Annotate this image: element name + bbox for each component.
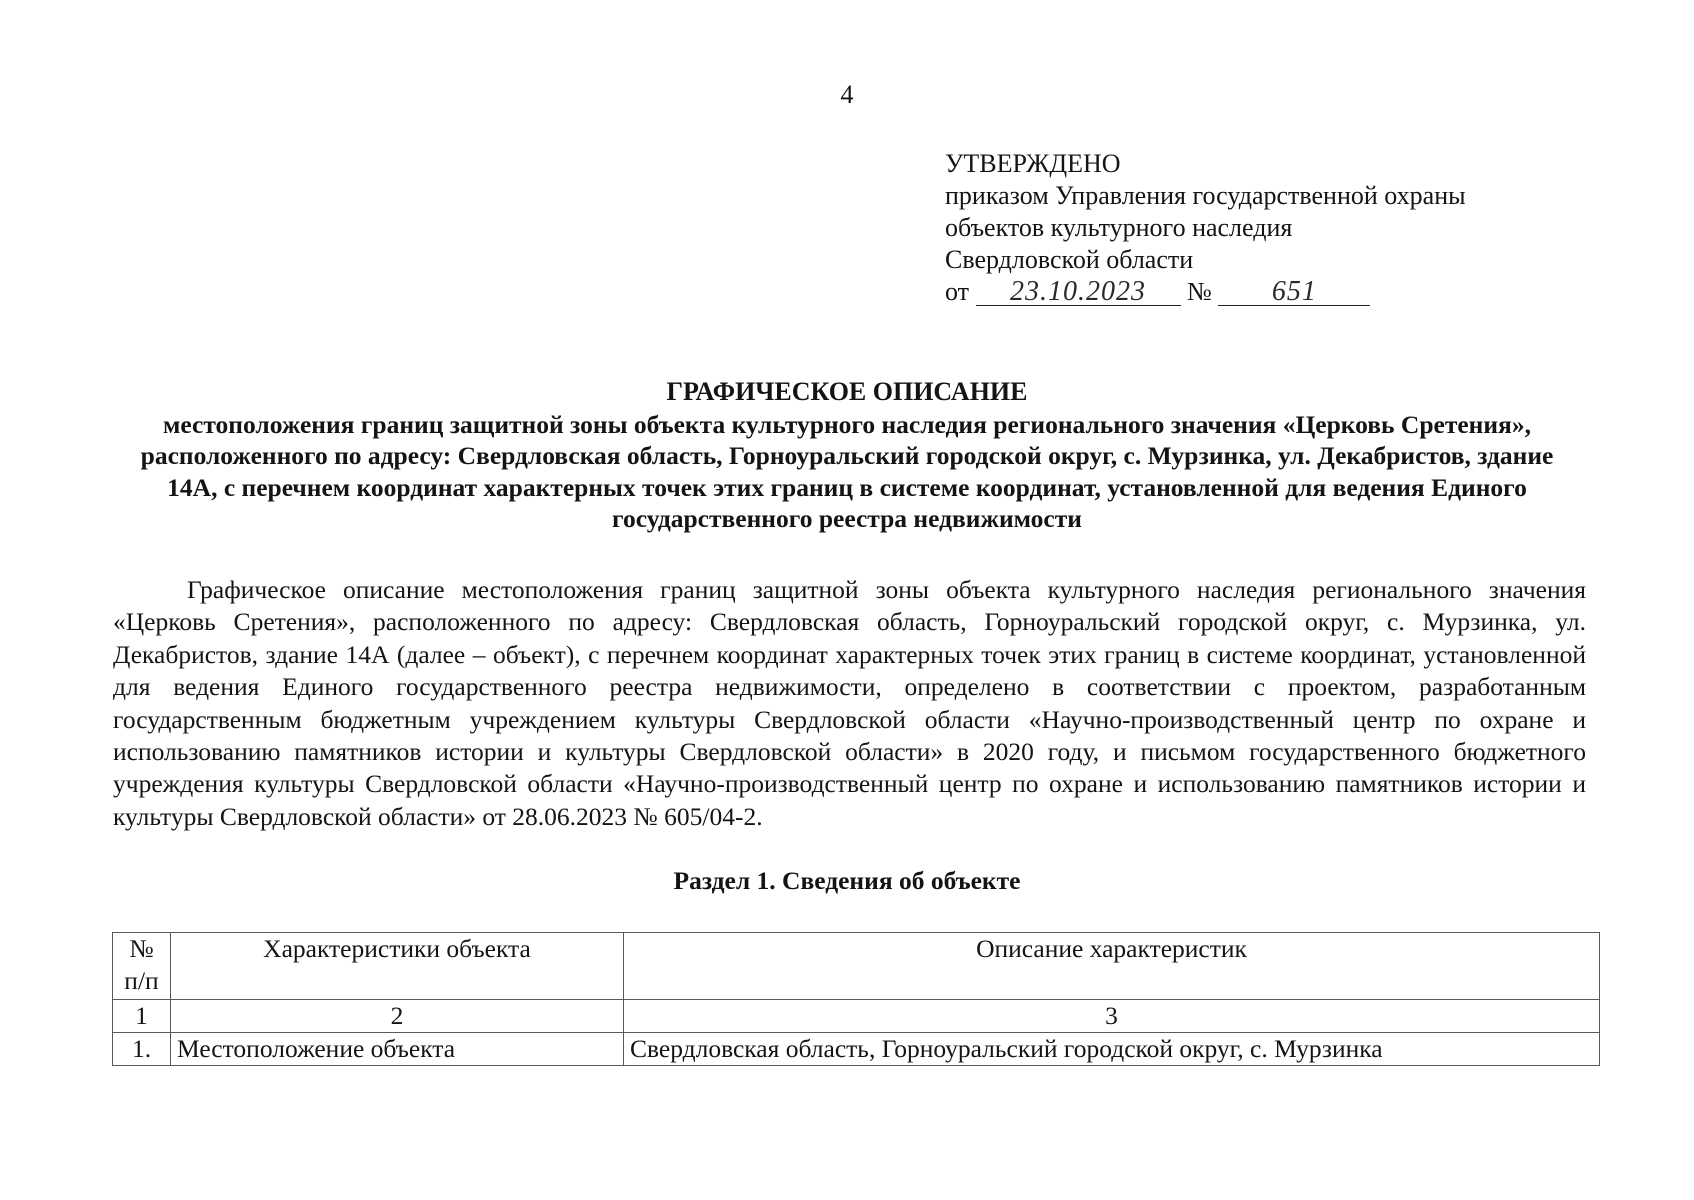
approval-line-3: Свердловской области (945, 245, 1194, 274)
index-cell-2: 2 (171, 1000, 624, 1033)
header-characteristic: Характеристики объекта (171, 933, 624, 1000)
approval-number-label: № (1187, 277, 1212, 306)
approval-stamp-block (945, 148, 1466, 308)
section-1-title: Раздел 1. Сведения об объекте (673, 866, 1021, 895)
header-description: Описание характеристик (624, 933, 1600, 1000)
approval-date-line (945, 276, 1466, 308)
table-index-row (113, 1000, 1600, 1033)
table-row (113, 1033, 1600, 1066)
header-num (113, 933, 171, 1000)
document-title: ГРАФИЧЕСКОЕ ОПИСАНИЕ (666, 377, 1028, 406)
approval-line-2: объектов культурного наследия (945, 213, 1293, 242)
approval-heading: УТВЕРЖДЕНО (945, 149, 1121, 178)
table-header-row (113, 933, 1600, 1000)
approval-date-handwritten: 23.10.2023 (976, 279, 1181, 306)
object-info-table (112, 932, 1600, 1066)
document-subtitle: местоположения границ защитной зоны объекта культурного наследия регионального значения «Церковь Сретения», расположенного по адресу: Свердловская область, Горноуральский городской округ, с. Мурзинка, ул. Декабристов, здание 14А, с перечнем координат характерных точек этих границ в системе координат, установленной для ведения Единого государственного реестра недвижимости (140, 409, 1554, 533)
header-num-line1: № (129, 934, 154, 963)
intro-paragraph: Графическое описание местоположения границ защитной зоны объекта культурного наследия регионального значения «Церковь Сретения», расположенного по адресу: Свердловская область, Горноуральский городской округ, с. Мурзинка, ул. Декабристов, здание 14А (далее – объект), с перечнем координат характерных точек этих границ в системе координат, установленной для ведения Единого государственного реестра недвижимости, определено в соответствии с проектом, разработанным государственным бюджетным учреждением культуры Свердловской области «Научно-производственный центр по охране и использованию памятников истории и культуры Свердловской области» в 2020 году, и письмом государственного бюджетного учреждения культуры Свердловской области «Научно-производственный центр по охране и использованию памятников истории и культуры Свердловской области» от 28.06.2023 № 605/04-2. (113, 575, 1586, 831)
document-title-block (120, 376, 1574, 535)
row-num: 1. (113, 1033, 171, 1066)
header-num-line2: п/п (124, 966, 159, 995)
page-number: 4 (840, 80, 854, 109)
index-cell-1: 1 (113, 1000, 171, 1033)
approval-line-1: приказом Управления государственной охраны (945, 181, 1466, 210)
index-cell-3: 3 (624, 1000, 1600, 1033)
approval-number-handwritten: 651 (1218, 279, 1370, 306)
row-description: Свердловская область, Горноуральский городской округ, с. Мурзинка (624, 1033, 1600, 1066)
approval-from-label: от (945, 277, 970, 306)
row-characteristic: Местоположение объекта (171, 1033, 624, 1066)
